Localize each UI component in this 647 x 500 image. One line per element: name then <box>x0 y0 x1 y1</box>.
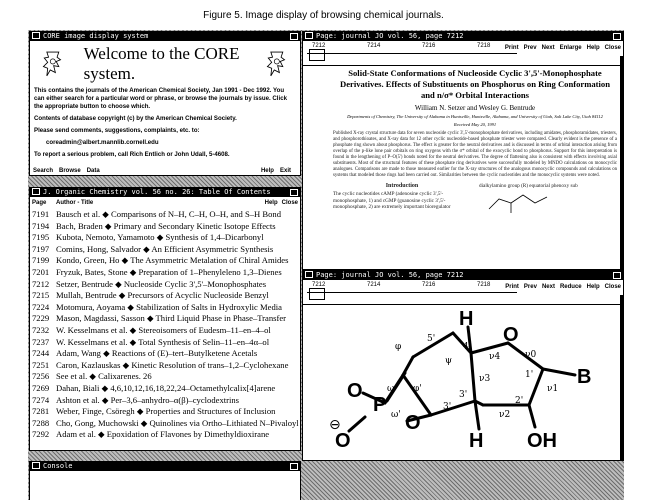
toc-entry-text: Adam et al. ◆ Epoxidation of Flavones by Dimethyldioxirane <box>56 429 270 440</box>
figure-caption: Figure 5. Image display of browsing chemical journals. <box>203 10 444 21</box>
toc-entry-text: Ashton et al. ◆ Per–3,6–anhydro–α(β)–cyclodextrins <box>56 394 240 405</box>
toc-page-number: 7232 <box>32 324 50 335</box>
toc-page-number: 7292 <box>32 429 50 440</box>
reduce-button[interactable]: Reduce <box>559 284 582 290</box>
toc-row[interactable] <box>32 267 300 279</box>
label-5prime: 5' <box>427 334 436 344</box>
article-abstract: Published X-ray crystal structure data for seven nucleoside cyclic 3',5'-monophosphate derivatives, including amidates, phosphoramidates, triesters, and phosphorothioates, and X-ray data for 12 other cyclic nucleotide-based phosphate triester were compared. Clearly evident is the presence of a phosphate ring shown about phosphorus. The effect is greater for the neutral derivatives and is discussed in terms of orbital interaction arising from overlap of the p-like lone pair orbitals on ring oxygens with the σ* orbital of the exocyclic bond to phosphorus. Support for this interpretation is found in the lengthening of P–O(5') bonds noted for the neutral derivatives. The degree of flattening also is consistent with effects involving axial substituents. Most of the structural features of these phosphate ring derivatives were successfully modeled by MNDO calculations on monocyclic analogues. Comparisons are made to those measured earlier for the X-ray structures of the analogous monocyclic compounds and calculations on systems that modeled those rings had been carried out. Similarities between the cyclic nucleotides and the monocyclic systems were noted. <box>333 131 617 178</box>
ruler-tick: 7212 <box>312 282 326 288</box>
toc-entry-text: Cho, Gong, Muchowski ◆ Quinolines via Ortho–Lithiated N–Pivaloyl <box>56 417 299 428</box>
article-authors: William N. Setzer and Wesley G. Bentrude <box>414 104 536 112</box>
toc-entry-text: Dahan, Biali ◆ 4,6,10,12,16,18,22,24–Octamethylcalix[4]arene <box>56 382 276 393</box>
toc-row[interactable] <box>32 232 300 244</box>
label-psi: ψ <box>445 356 453 366</box>
maximize-icon[interactable] <box>613 33 621 40</box>
page-toolbar <box>303 280 623 305</box>
col-page-header: Page <box>32 200 47 206</box>
toc-row[interactable] <box>32 418 300 430</box>
toc-page-number: 7195 <box>32 232 50 243</box>
ruler-tick: 7212 <box>312 43 326 49</box>
article-received: Received May 20, 1991 <box>453 122 497 127</box>
minus-charge: ⊖ <box>329 417 341 433</box>
maximize-icon[interactable] <box>613 272 621 279</box>
page-window-article <box>302 31 624 270</box>
help-button[interactable]: Help <box>260 168 274 174</box>
toc-row[interactable] <box>32 360 300 372</box>
right-column-text: dialkylamino group (R) equatorial phenoxy sub <box>479 183 578 189</box>
ruler-tick: 7216 <box>422 43 436 49</box>
toc-row[interactable] <box>32 313 300 325</box>
print-button[interactable]: Print <box>504 45 519 51</box>
toc-entry-text: Kubota, Nemoto, Yamamoto ◆ Synthesis of 1,4–Dicarbonyl <box>56 232 264 243</box>
label-2prime: 2' <box>515 396 524 406</box>
toc-page-number: 7191 <box>32 209 50 219</box>
label-phi: φ <box>395 342 402 352</box>
atom-hydroxyl: OH <box>527 430 557 452</box>
page-window-structure <box>302 270 624 461</box>
toc-entry-text: Bach, Braden ◆ Primary and Secondary Kinetic Isotope Effects <box>56 220 276 231</box>
toc-row[interactable] <box>32 221 300 233</box>
toc-page-number: 7288 <box>32 417 50 428</box>
close-button[interactable]: Close <box>604 45 621 51</box>
toc-row[interactable] <box>32 302 300 314</box>
toc-entry-text: Bausch et al. ◆ Comparisons of N–H, C–H, O–H, and S–H Bond <box>56 209 282 219</box>
toc-row[interactable] <box>32 383 300 395</box>
cornell-seal-icon-right <box>264 47 290 81</box>
label-1prime: 1' <box>525 370 534 380</box>
toc-row[interactable] <box>32 290 300 302</box>
label-nu2: ν2 <box>499 410 511 420</box>
toc-header <box>30 197 300 209</box>
intro-text: The cyclic nucleotides cAMP (adenosine cyclic 3',5'-monophosphate, 1) and cGMP (guanosine cyclic 3',5'-monophosphate, 2) are extremely important bioregulator <box>333 191 451 211</box>
next-button[interactable]: Next <box>541 284 555 290</box>
scrollbar[interactable] <box>620 295 623 460</box>
toc-entry-text: Mason, Magdassi, Sasson ◆ Third Liquid Phase in Phase–Transfer <box>56 313 287 324</box>
toc-page-number: 7229 <box>32 313 50 324</box>
page-ruler[interactable] <box>307 43 517 63</box>
contact-email: coreadmin@albert.mannlib.cornell.edu <box>46 139 159 146</box>
structure-thumbnail-icon <box>479 189 559 215</box>
label-nu1: ν1 <box>547 384 559 394</box>
toc-entry-text: W. Kesselmans et al. ◆ Total Synthesis of Selin–11–en–4α–ol <box>56 336 270 347</box>
title-bar[interactable]: Page: journal JO vol. 56, page 7212 <box>303 271 623 280</box>
window-menu-icon[interactable] <box>305 271 313 278</box>
copyright-paragraph: Contents of database copyright (c) by the American Chemical Society. <box>34 115 237 122</box>
toc-row[interactable] <box>32 325 300 337</box>
title-bar[interactable]: CORE image display system <box>30 32 300 41</box>
toc-page-number: 7251 <box>32 359 50 370</box>
toc-row[interactable] <box>32 429 300 441</box>
ruler-tick: 7214 <box>367 282 381 288</box>
page-buttons <box>500 284 621 290</box>
label-nu3: ν3 <box>479 374 491 384</box>
toc-row[interactable] <box>32 279 300 291</box>
label-3prime: 3' <box>459 390 468 400</box>
toc-entry-text: Comins, Hong, Salvador ◆ An Efficient Asymmetric Synthesis <box>56 243 274 254</box>
page-toolbar <box>303 41 623 66</box>
toc-page-number: 7212 <box>32 278 50 289</box>
atom-oxygen-ring: O <box>503 324 519 346</box>
toc-entry-text: Kondo, Green, Ho ◆ The Asymmetric Metalation of Chiral Amides <box>56 255 289 266</box>
toc-row[interactable] <box>32 371 300 383</box>
report-paragraph: To report a serious problem, call Rich Entlich or John Udall, 5-4608. <box>34 151 230 158</box>
feedback-paragraph: Please send comments, suggestions, complaints, etc. to: <box>34 127 200 134</box>
label-phi-prime: φ' <box>413 384 422 394</box>
toc-entry-text: Mullah, Bentrude ◆ Precursors of Acyclic Nucleoside Benzyl <box>56 290 269 301</box>
search-button[interactable]: Search <box>33 168 54 174</box>
toc-page-number: 7269 <box>32 382 50 393</box>
title-bar[interactable]: Console <box>30 462 300 471</box>
col-title-header: Author - Title <box>56 200 94 206</box>
toc-page-number: 7199 <box>32 255 50 266</box>
toc-page-number: 7244 <box>32 348 50 359</box>
toc-page-number: 7201 <box>32 266 50 277</box>
label-omega: ω <box>387 384 395 394</box>
desktop <box>28 30 624 500</box>
toc-row[interactable] <box>32 209 300 221</box>
ruler-tick: 7218 <box>477 282 491 288</box>
label-omega-prime: ω' <box>391 410 401 420</box>
toc-entry-text: Motomura, Aoyama ◆ Stabilization of Salts in Hydroxylic Media <box>56 301 282 312</box>
help-button[interactable]: Help <box>586 284 600 290</box>
data-button[interactable]: Data <box>86 168 100 174</box>
toc-page-number: 7256 <box>32 371 50 382</box>
toc-help-button[interactable]: Help <box>264 200 278 206</box>
window-menu-icon[interactable] <box>32 32 40 39</box>
toc-row[interactable] <box>32 406 300 418</box>
article-left-column <box>333 183 471 218</box>
toc-row[interactable] <box>32 337 300 349</box>
atom-oxygen-3: O <box>405 412 421 434</box>
label-nu4: ν4 <box>489 352 501 362</box>
toc-row[interactable] <box>32 348 300 360</box>
title-bar[interactable]: J. Organic Chemistry vol. 56 no. 26: Table Of Contents <box>30 188 300 197</box>
page-ruler[interactable] <box>307 282 517 302</box>
cornell-seal-icon <box>40 47 66 81</box>
enlarge-button[interactable]: Enlarge <box>559 45 582 51</box>
toc-entry-text: W. Kesselmans et al. ◆ Stereoisomers of Eudesm–11–en–4–ol <box>56 324 271 335</box>
core-welcome-window <box>29 31 301 176</box>
help-button[interactable]: Help <box>586 45 600 51</box>
toc-close-button[interactable]: Close <box>281 200 298 206</box>
article-affiliation: Departments of Chemistry, The University of Alabama in Huntsville, Huntsville, Alabama, and University of Utah, Salt Lake City, Utah 84112 <box>347 114 603 119</box>
toc-page-number: 7197 <box>32 243 50 254</box>
ruler-current-page[interactable] <box>309 288 325 300</box>
welcome-heading: Welcome to the CORE system. <box>83 44 240 83</box>
welcome-text <box>30 87 300 159</box>
toc-page-number: 7224 <box>32 301 50 312</box>
window-menu-icon[interactable] <box>32 462 40 469</box>
ruler-tick: 7218 <box>477 43 491 49</box>
title-bar[interactable]: Page: journal JO vol. 56, page 7212 <box>303 32 623 41</box>
prev-button[interactable]: Prev <box>523 45 537 51</box>
ruler-tick: 7216 <box>422 282 436 288</box>
toc-page-number: 7274 <box>32 394 50 405</box>
window-menu-icon[interactable] <box>32 188 40 195</box>
toc-page-number: 7215 <box>32 290 50 301</box>
next-button[interactable]: Next <box>541 45 555 51</box>
toc-row[interactable] <box>32 255 300 267</box>
ruler-tick: 7214 <box>367 43 381 49</box>
article-title: Solid-State Conformations of Nucleoside Cyclic 3',5'-Monophosphate Derivatives. Effects of Substituents on Phosphorus on Ring Conformation and n/σ* Orbital Interactions <box>339 68 610 100</box>
toc-page-number: 7237 <box>32 336 50 347</box>
label-nu0: ν0 <box>525 350 537 360</box>
toc-entry-text: Caron, Kazlauskas ◆ Kinetic Resolution of trans–1,2–Cyclohexane <box>56 359 289 370</box>
maximize-icon[interactable] <box>290 189 298 196</box>
toc-page-number: 7281 <box>32 406 50 417</box>
toc-row[interactable] <box>32 244 300 256</box>
toc-entry-text: Fryzuk, Bates, Stone ◆ Preparation of 1–Phenyleleno 1,3–Dienes <box>56 266 282 277</box>
nucleotide-structure-diagram <box>303 305 619 459</box>
ruler-current-page[interactable] <box>309 49 325 61</box>
article-right-column <box>479 183 617 218</box>
prev-button[interactable]: Prev <box>523 284 537 290</box>
atom-h-top: H <box>459 308 474 330</box>
toc-entry-text: Adam, Wang ◆ Reactions of (E)–tert–Butylketene Acetals <box>56 348 258 359</box>
intro-paragraph: This contains the journals of the American Chemical Society, Jan 1991 - Dec 1992. You can either search for a particular word or phrase, or browse the journals by issue. Click the appropriate button to choose which. <box>34 87 287 110</box>
toc-entry-text: See et al. ◆ Calixarenes. 26 <box>56 371 152 382</box>
article-page-image <box>303 66 623 218</box>
maximize-icon[interactable] <box>290 33 298 40</box>
toc-row[interactable] <box>32 395 300 407</box>
label-4prime: 4' <box>463 342 472 352</box>
toc-entry-text: Weber, Finge, Csöregh ◆ Properties and Structures of Inclusion <box>56 406 276 417</box>
atom-oxygen-bottom: O <box>335 430 351 452</box>
browse-button[interactable]: Browse <box>59 168 81 174</box>
exit-button[interactable]: Exit <box>279 168 291 174</box>
core-button-bar <box>30 168 300 174</box>
scrollbar[interactable] <box>620 56 623 269</box>
atom-h-bottom: H <box>469 430 484 452</box>
window-menu-icon[interactable] <box>305 32 313 39</box>
atom-oxygen-double: O <box>347 380 363 402</box>
page-buttons <box>500 45 621 51</box>
atom-base: B <box>577 366 592 388</box>
print-button[interactable]: Print <box>505 284 519 290</box>
toc-entry-text: Setzer, Bentrude ◆ Nucleoside Cyclic 3',5'–Monophosphates <box>56 278 267 289</box>
intro-heading: Introduction <box>385 183 419 189</box>
toc-window <box>29 187 301 451</box>
toc-list <box>30 209 300 441</box>
atom-phosphorus: P <box>373 394 387 416</box>
label-3prime-b: 3' <box>443 402 452 412</box>
close-button[interactable]: Close <box>604 284 621 290</box>
console-window <box>29 461 301 500</box>
maximize-icon[interactable] <box>290 463 298 470</box>
toc-page-number: 7194 <box>32 220 50 231</box>
